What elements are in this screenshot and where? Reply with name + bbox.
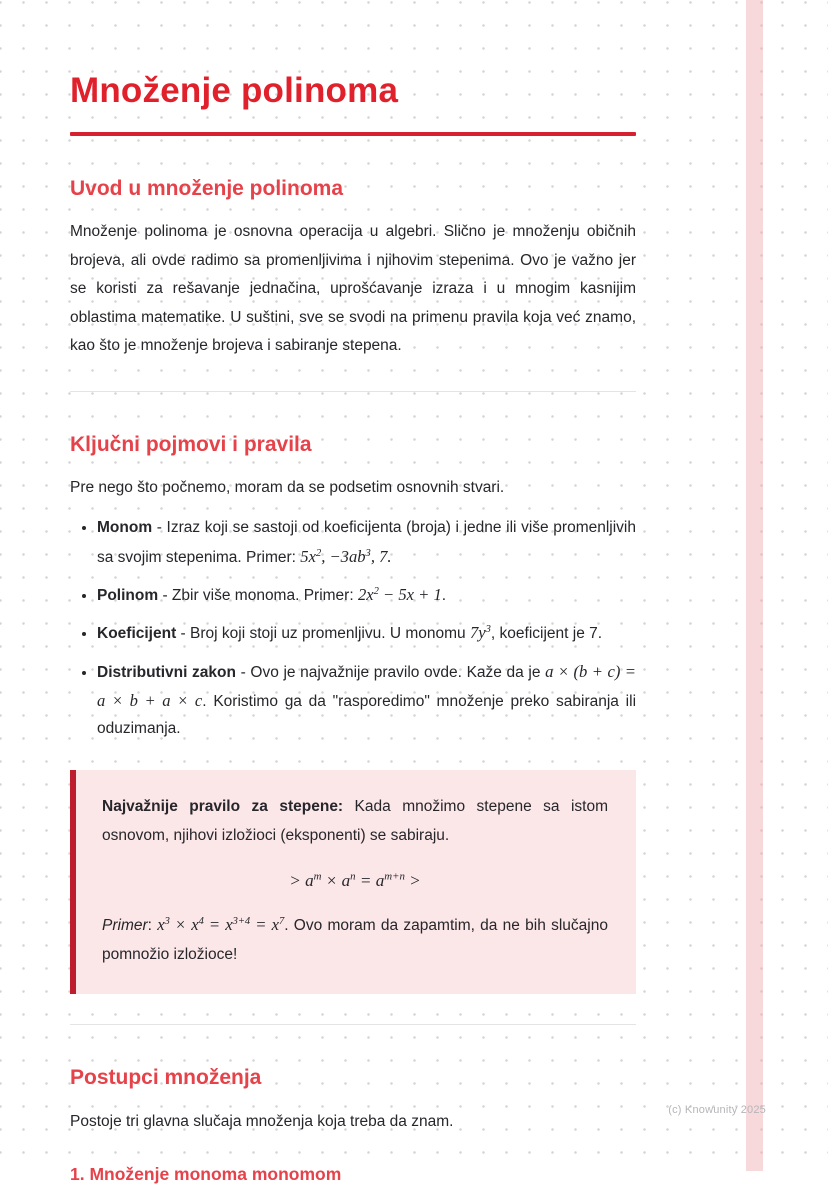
title-divider-rule [70, 132, 636, 136]
list-item-monom: • Monom - Izraz koji se sastoji od koeficijenta (broja) i jedne ili više promenljivih sa svojim stepenima. Primer: $5x^2$, $-3ab^3$, 7. [97, 514, 636, 571]
section-concepts [70, 432, 636, 743]
subsection-heading-monom-monomom: 1. Množenje monoma monomom [70, 1164, 342, 1185]
procedures-intro-paragraph: Postoje tri glavna slučaja množenja koja treba da znam. [70, 1112, 454, 1130]
list-item-polinom: • Polinom - Zbir više monoma. Primer: $2x^2 - 5x + 1$. [97, 580, 636, 609]
section-concepts-heading: Ključni pojmovi i pravila [70, 432, 312, 456]
content-area [70, 0, 636, 1186]
notebook-margin-stripe [746, 0, 763, 1171]
intro-paragraph: Množenje polinoma je osnovna operacija u algebri. Slično je množenju običnih brojeva, ali ovde radimo sa promenljivima i njihovim stepenima. Ovo je važno jer se koristi za rešavanje jednačina, uprošćavanje izraza i u mnogim kasnijim oblastima matematike. U suštini, sve se svodi na primenu pravila koja već znamo, kao što je množenje brojeva i sabiranje stepena. [70, 223, 636, 355]
section-procedures [70, 1065, 636, 1186]
footer-credit: (c) Knowunity 2025 [668, 1104, 766, 1116]
concepts-list [70, 514, 636, 742]
list-item-distributivni-zakon: • Distributivni zakon - Ovo je najvažnije pravilo ovde. Kaže da je a × (b + c) = a × b + a × c. Koristimo ga da "rasporedimo" množenje preko sabiranja ili oduzimanja. [97, 657, 636, 743]
concepts-intro-paragraph: Pre nego što počnemo, moram da se podsetim osnovnih stvari. [70, 478, 505, 496]
page-title: Množenje polinoma [70, 71, 399, 110]
exponent-rule-callout [70, 770, 636, 994]
section-divider-1 [70, 391, 636, 392]
section-intro-heading: Uvod u množenje polinoma [70, 177, 344, 200]
section-procedures-heading: Postupci množenja [70, 1066, 262, 1090]
section-intro [70, 176, 636, 361]
callout-rule-text: Najvažnije pravilo za stepene: Kada množimo stepene sa istom osnovom, njihovi izložioci (eksponenti) se sabiraju. [102, 798, 609, 844]
callout-example-text: Primer: $x^3 \times x^4 = x^{3+4} = x^7$. Ovo moram da zapamtim, da ne bih slučajno pomnožio izložioce! [102, 915, 608, 963]
section-divider-2 [70, 1024, 636, 1025]
list-item-koeficijent: • Koeficijent - Broj koji stoji uz promenljivu. U monomu $7y^3$, koeficijent je 7. [97, 618, 636, 647]
exponent-formula: > $a^m \times a^n = a^{m+n}$ > [289, 871, 421, 891]
